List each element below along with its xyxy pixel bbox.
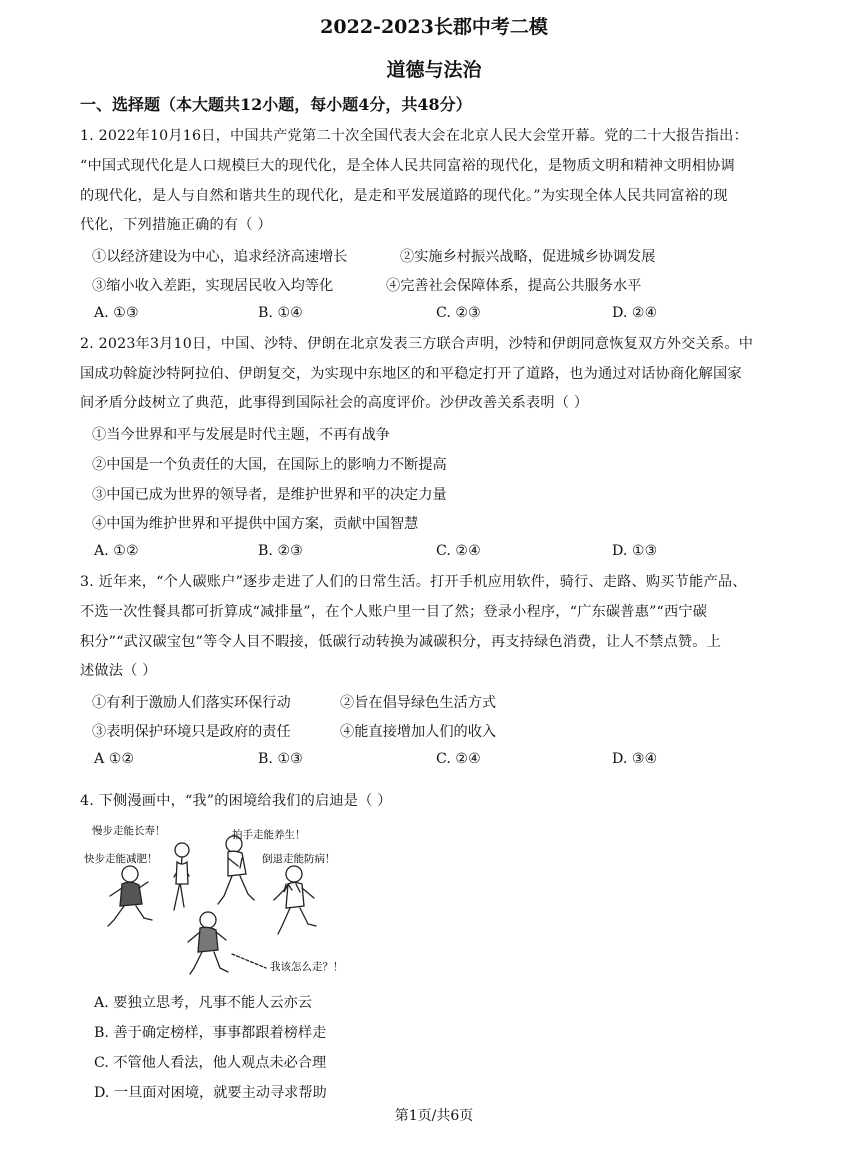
- q2-item: ②中国是一个负责任的大国，在国际上的影响力不断提高: [92, 457, 447, 473]
- q2-option-d: D. ①③: [612, 543, 658, 559]
- page-footer: 第1页/共6页: [394, 1108, 474, 1124]
- q4-stem: 4. 下侧漫画中，“我”的困境给我们的启迪是（ ）: [80, 793, 392, 809]
- q1-line: “中国式现代化是人口规模巨大的现代化，是全体人民共同富裕的现代化，是物质文明和精神文明相协调: [80, 158, 735, 174]
- cartoon-label: 拍手走能养生！: [232, 829, 306, 841]
- q1-option-c: C. ②③: [436, 305, 481, 321]
- q3-line: 积分”“武汉碳宝包”等令人目不暇接，低碳行动转换为减碳积分，再支持绿色消费，让人不禁点赞。上: [80, 634, 722, 650]
- cartoon-label: 我该怎么走？！: [270, 961, 344, 973]
- q1-option-d: D. ②④: [612, 305, 658, 321]
- q2-option-a: A. ①②: [94, 543, 139, 559]
- q3-item: ①有利于激励人们落实环保行动: [92, 695, 291, 711]
- cartoon-label: 慢步走能长寿！: [92, 825, 166, 837]
- q3-option-c: C. ②④: [436, 751, 481, 767]
- q4-option-b: B. 善于确定榜样，事事都跟着榜样走: [94, 1025, 327, 1041]
- section-heading: 一、选择题（本大题共12小题，每小题4分，共48分）: [80, 95, 472, 114]
- q1-item: ④完善社会保障体系，提高公共服务水平: [386, 278, 642, 294]
- q4-option-a: A. 要独立思考，凡事不能人云亦云: [94, 995, 312, 1011]
- q1-option-a: A. ①③: [94, 305, 139, 321]
- q1-line: 的现代化，是人与自然和谐共生的现代化，是走和平发展道路的现代化。”为实现全体人民共同富裕的现: [80, 188, 728, 204]
- q2-option-b: B. ②③: [258, 543, 303, 559]
- q1-option-b: B. ①④: [258, 305, 303, 321]
- q2-line: 2. 2023年3月10日，中国、沙特、伊朗在北京发表三方联合声明，沙特和伊朗同意恢复双方外交关系。中: [80, 336, 754, 352]
- q1-line: 代化，下列措施正确的有（ ）: [80, 217, 272, 233]
- cartoon-label: 快步走能减肥！: [84, 853, 158, 865]
- subject-title: 道德与法治: [386, 59, 482, 81]
- q1-item: ③缩小收入差距，实现居民收入均等化: [92, 278, 334, 294]
- q2-line: 国成功斡旋沙特阿拉伯、伊朗复交，为实现中东地区的和平稳定打开了道路，也为通过对话协商化解国家: [80, 366, 742, 382]
- q1-line: 1. 2022年10月16日，中国共产党第二十次全国代表大会在北京人民大会堂开幕。党的二十大报告指出：: [80, 128, 748, 144]
- q1-item: ②实施乡村振兴战略，促进城乡协调发展: [400, 249, 656, 265]
- q2-line: 间矛盾分歧树立了典范，此事得到国际社会的高度评价。沙伊改善关系表明（ ）: [80, 395, 589, 411]
- q4-option-d: D. 一旦面对困境，就要主动寻求帮助: [94, 1085, 327, 1101]
- q3-item: ②旨在倡导绿色生活方式: [340, 695, 497, 711]
- walking-cartoon: [82, 822, 362, 982]
- cartoon-label: 倒退走能防病！: [262, 853, 336, 865]
- q3-option-b: B. ①③: [258, 751, 303, 767]
- q3-item: ③表明保护环境只是政府的责任: [92, 724, 291, 740]
- q3-option-d: D. ③④: [612, 751, 658, 767]
- q1-item: ①以经济建设为中心，追求经济高速增长: [92, 249, 348, 265]
- q3-item: ④能直接增加人们的收入: [340, 724, 497, 740]
- q3-line: 不选一次性餐具都可折算成“减排量”，在个人账户里一目了然；登录小程序，“广东碳普惠”“西宁碳: [80, 604, 708, 620]
- q3-line: 述做法（ ）: [80, 663, 157, 679]
- q2-item: ③中国已成为世界的领导者，是维护世界和平的决定力量: [92, 487, 447, 503]
- q2-item: ①当今世界和平与发展是时代主题，不再有战争: [92, 427, 390, 443]
- q4-option-c: C. 不管他人看法，他人观点未必合理: [94, 1055, 327, 1071]
- q2-option-c: C. ②④: [436, 543, 481, 559]
- q2-item: ④中国为维护世界和平提供中国方案，贡献中国智慧: [92, 516, 419, 532]
- q3-option-a: A ①②: [94, 751, 135, 767]
- exam-title: 2022-2023长郡中考二模: [320, 16, 548, 38]
- q3-line: 3. 近年来，“个人碳账户”逐步走进了人们的日常生活。打开手机应用软件，骑行、走路、购买节能产品、: [80, 574, 747, 590]
